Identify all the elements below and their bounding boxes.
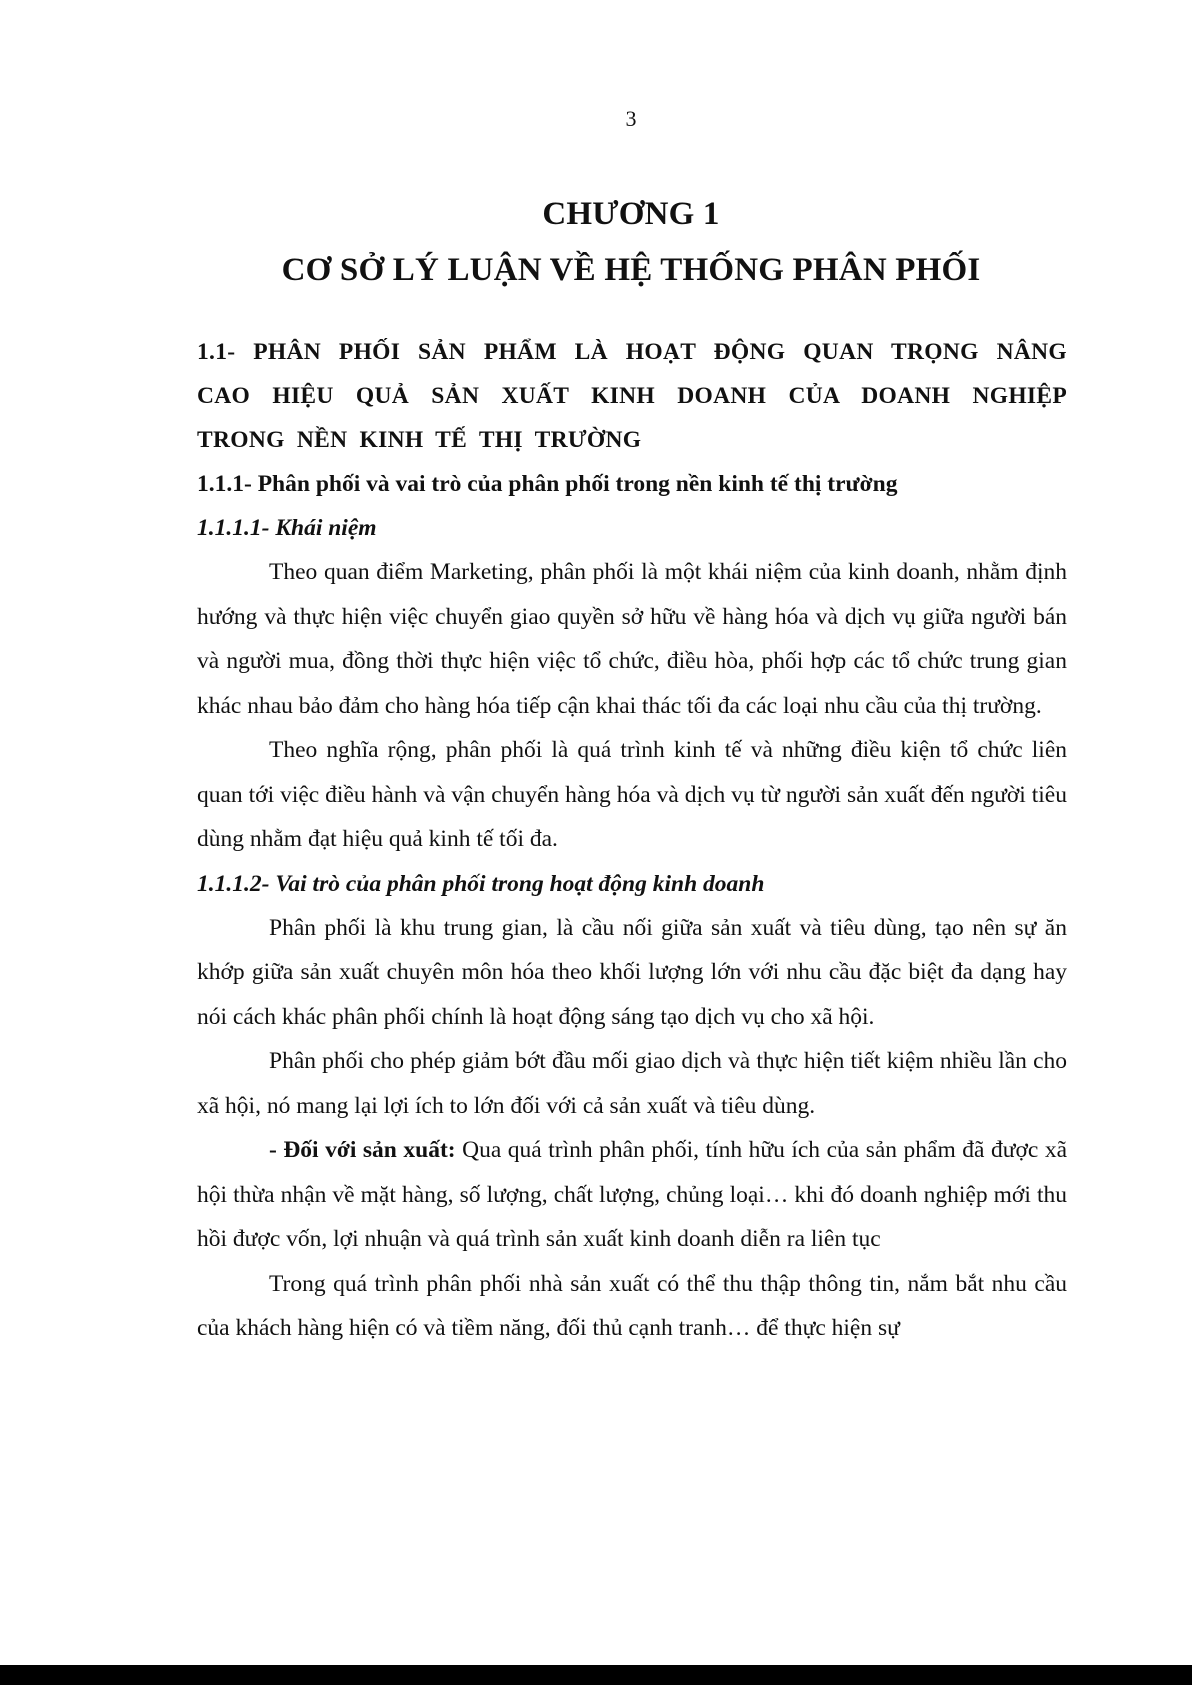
paragraph-lead-label: - Đối với sản xuất:: [269, 1137, 456, 1163]
section-heading-1-1-1: 1.1.1- Phân phối và vai trò của phân phối trong nền kinh tế thị trường: [197, 471, 898, 497]
page-number: 3: [625, 106, 637, 131]
chapter-title: CƠ SỞ LÝ LUẬN VỀ HỆ THỐNG PHÂN PHỐI: [281, 252, 981, 288]
section-heading-1-1: 1.1- PHÂN PHỐI SẢN PHẨM LÀ HOẠT ĐỘNG QUAN TRỌNG NÂNG CAO HIỆU QUẢ SẢN XUẤT KINH DOANH CỦA DOANH NGHIỆP TRONG NỀN KINH TẾ THỊ TRƯỜNG: [197, 339, 1067, 453]
section-heading-1-1-1-1: 1.1.1.1- Khái niệm: [197, 515, 377, 541]
paragraph-information-gathering: Trong quá trình phân phối nhà sản xuất có thể thu thập thông tin, nắm bắt nhu cầu của khách hàng hiện có và tiềm năng, đối thủ cạnh tranh… để thực hiện sự: [197, 1270, 1067, 1341]
bottom-border: [0, 1665, 1192, 1685]
paragraph-role-savings: Phân phối cho phép giảm bớt đầu mối giao dịch và thực hiện tiết kiệm nhiều lần cho xã hội, nó mang lại lợi ích to lớn đối với cả sản xuất và tiêu dùng.: [197, 1048, 1067, 1119]
document-body: [197, 330, 1067, 1351]
paragraph-role-production-text: Qua quá trình phân phối, tính hữu ích của sản phẩm đã được xã hội thừa nhận về mặt hàng, số lượng, chất lượng, chủng loại… khi đó doanh nghiệp mới thu hồi được vốn, lợi nhuận và quá trình sản xuất kinh doanh diễn ra liên tục: [197, 1137, 1067, 1252]
paragraph-role-intermediary: Phân phối là khu trung gian, là cầu nối giữa sản xuất và tiêu dùng, tạo nên sự ăn khớp giữa sản xuất chuyên môn hóa theo khối lượng lớn với nhu cầu đặc biệt đa dạng hay nói cách khác phân phối chính là hoạt động sáng tạo dịch vụ cho xã hội.: [197, 914, 1067, 1030]
paragraph-definition-marketing: Theo quan điểm Marketing, phân phối là một khái niệm của kinh doanh, nhằm định hướng và thực hiện việc chuyển giao quyền sở hữu về hàng hóa và dịch vụ giữa người bán và người mua, đồng thời thực hiện việc tổ chức, điều hòa, phối hợp các tổ chức trung gian khác nhau bảo đảm cho hàng hóa tiếp cận khai thác tối đa các loại nhu cầu của thị trường.: [197, 559, 1067, 719]
paragraph-definition-broad: Theo nghĩa rộng, phân phối là quá trình kinh tế và những điều kiện tổ chức liên quan tới việc điều hành và vận chuyển hàng hóa và dịch vụ từ người sản xuất đến người tiêu dùng nhằm đạt hiệu quả kinh tế tối đa.: [197, 737, 1067, 852]
chapter-heading: CHƯƠNG 1: [542, 196, 720, 232]
paragraph-role-production: [197, 1128, 1067, 1262]
section-heading-1-1-1-2: 1.1.1.2- Vai trò của phân phối trong hoạt động kinh doanh: [197, 870, 765, 897]
